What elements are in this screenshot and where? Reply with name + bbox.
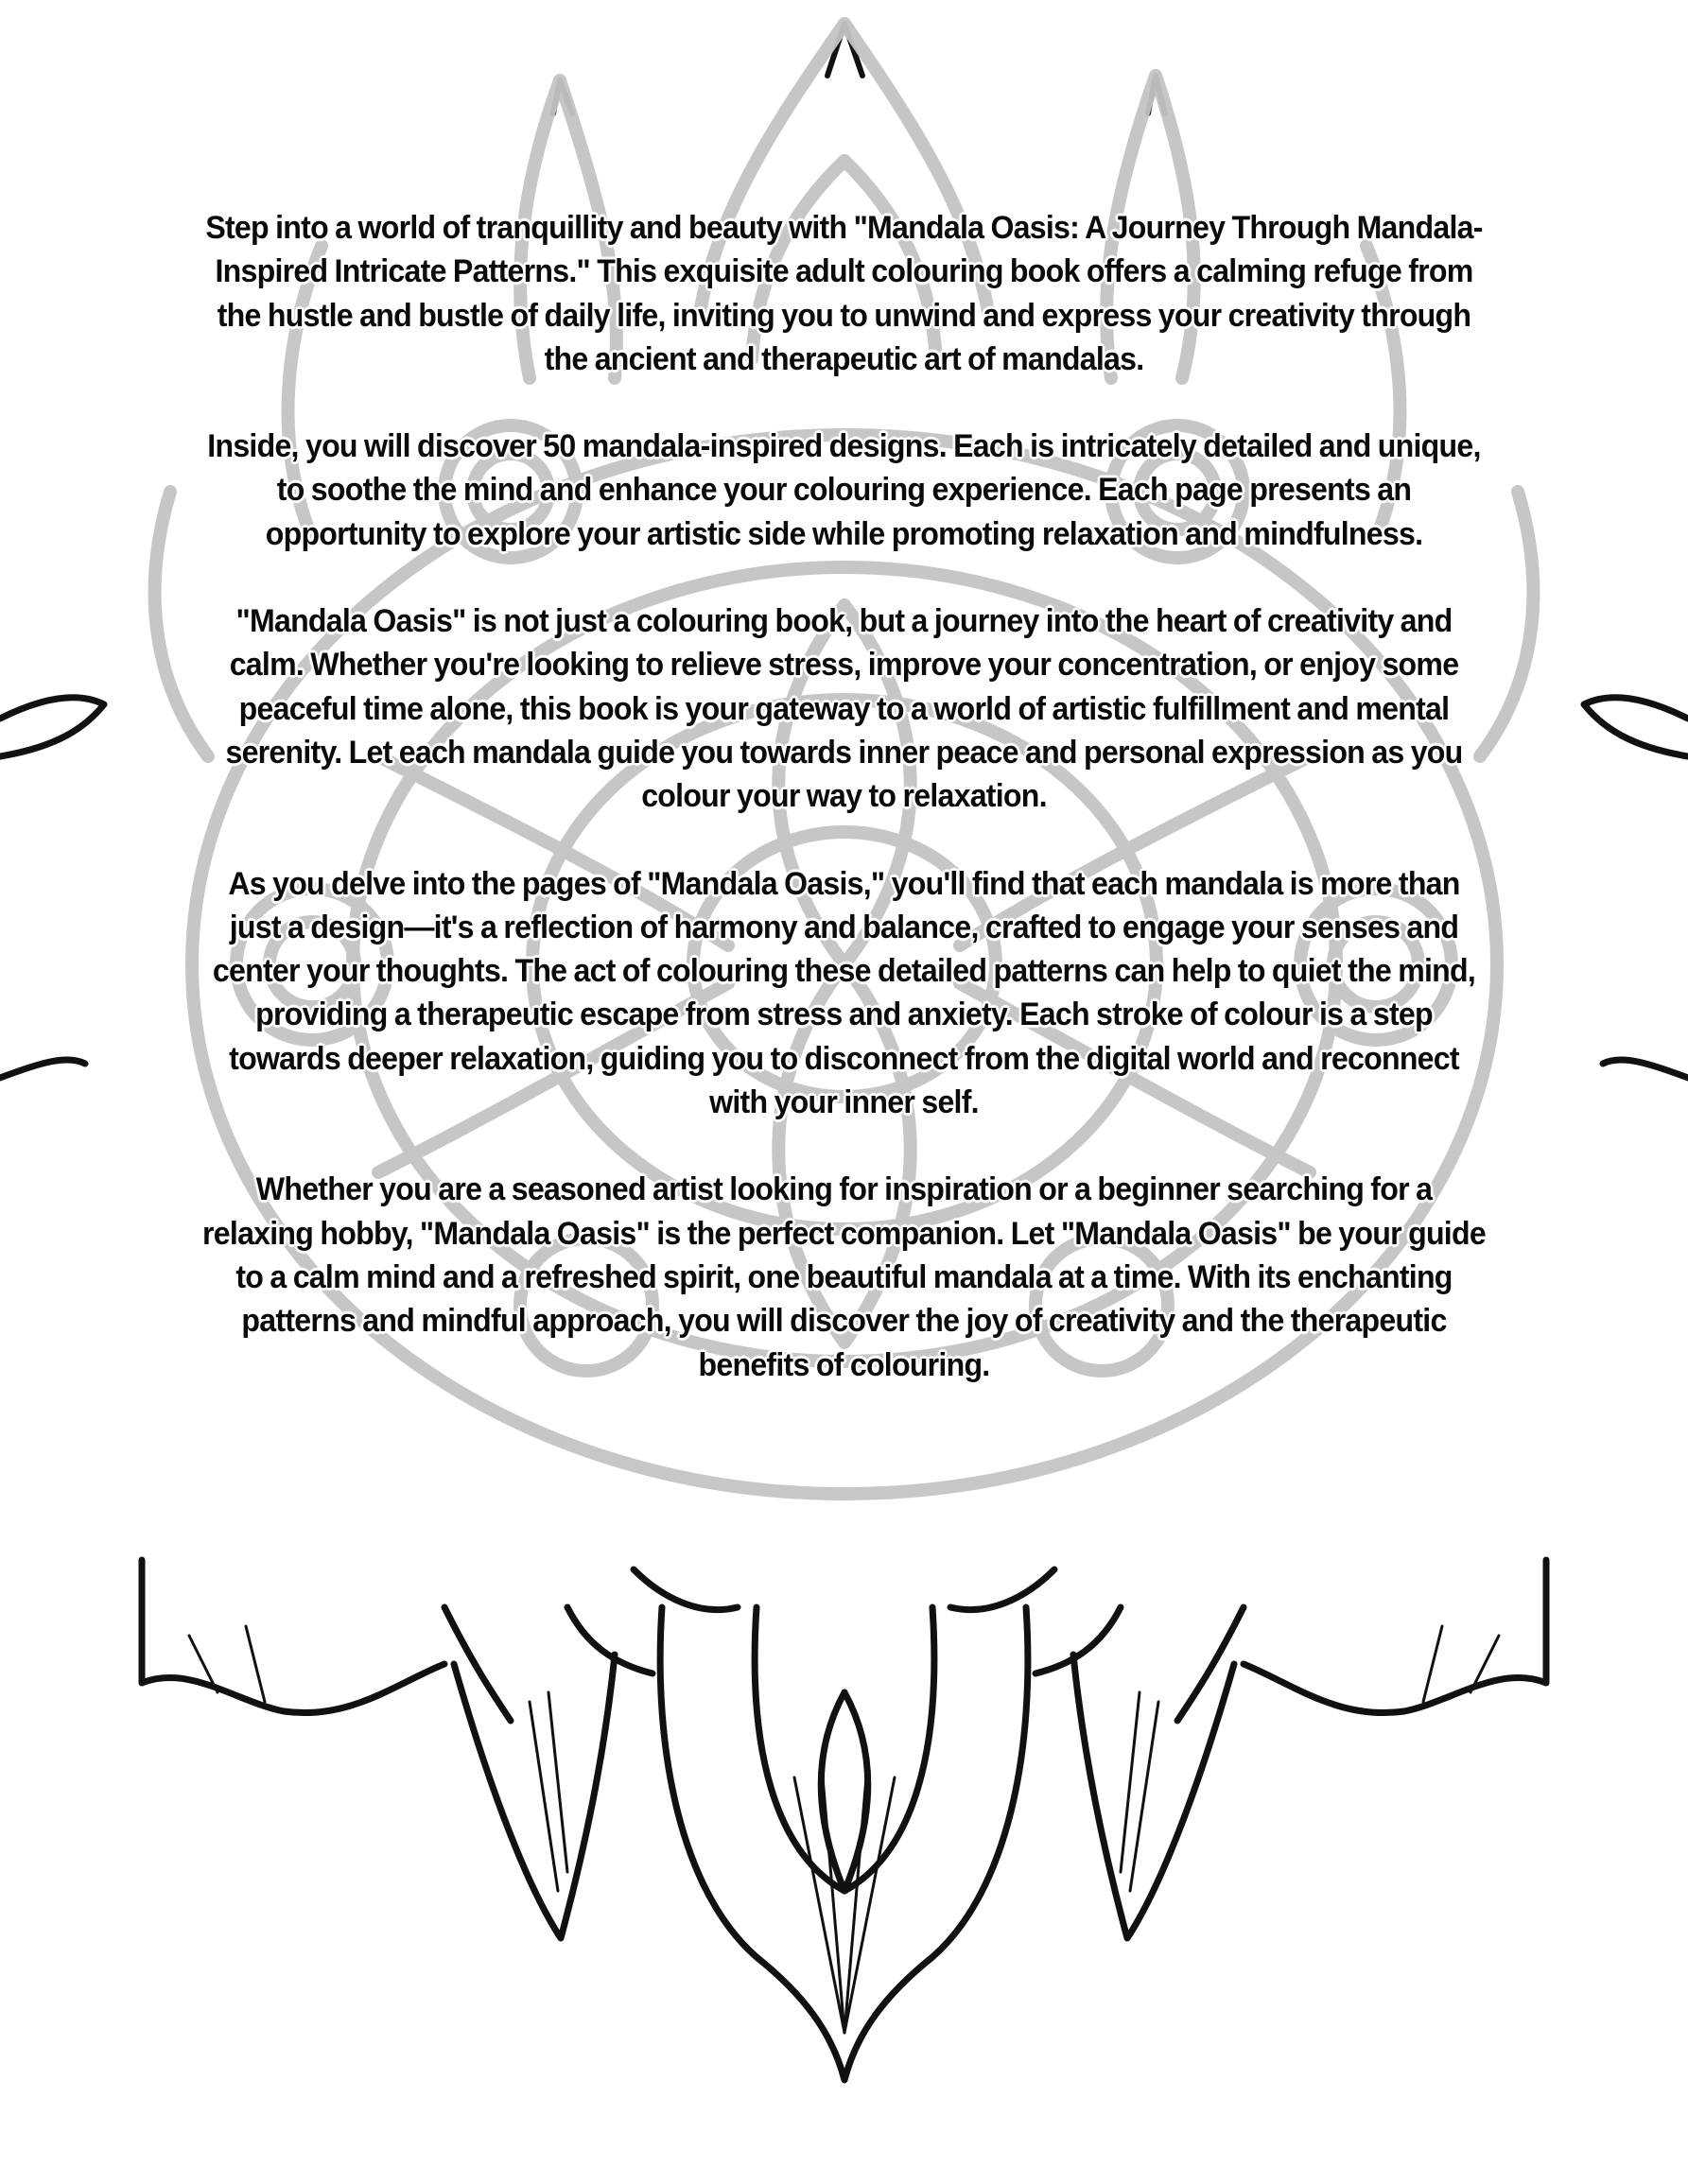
paragraph-harmony: As you delve into the pages of "Mandala Oasis," you'll find that each mandala is more than just a design—it's a reflection of harmony and balance, crafted to engage your senses and center your thoughts. The act of colouring these detailed patterns can help to quiet the mind, providing a therapeutic escape from stress and anxiety. Each stroke of colour is a step towards deeper relaxation, guiding you to disconnect from the digital world and reconnect with your inner self. [212,865,1476,1121]
paragraph-contents: Inside, you will discover 50 mandala-inspired designs. Each is intricately detailed and unique, to soothe the mind and enhance your colouring experience. Each page presents an opportunity to explore your artistic side while promoting relaxation and mindfulness. [207,428,1481,552]
book-description [200,206,1488,1430]
paragraph-intro: Step into a world of tranquillity and beauty with "Mandala Oasis: A Journey Through Mandala-Inspired Intricate Patterns." This exquisite adult colouring book offers a calming refuge from the hustle and bustle of daily life, inviting you to unwind and express your creativity through the ancient and therapeutic art of mandalas. [205,210,1483,377]
paragraph-journey: "Mandala Oasis" is not just a colouring book, but a journey into the heart of creativity and calm. Whether you're looking to relieve stress, improve your concentration, or enjoy some peaceful time alone, this book is your gateway to a world of artistic fulfillment and mental serenity. Let each mandala guide you towards inner peace and personal expression as you colour your way to relaxation. [225,603,1463,815]
paragraph-closing: Whether you are a seasoned artist looking for inspiration or a beginner searching for a relaxing hobby, "Mandala Oasis" is the perfect companion. Let "Mandala Oasis" be your guide to a calm mind and a refreshed spirit, one beautiful mandala at a time. With its enchanting patterns and mindful approach, you will discover the joy of creativity and the therapeutic benefits of colouring. [202,1171,1486,1383]
